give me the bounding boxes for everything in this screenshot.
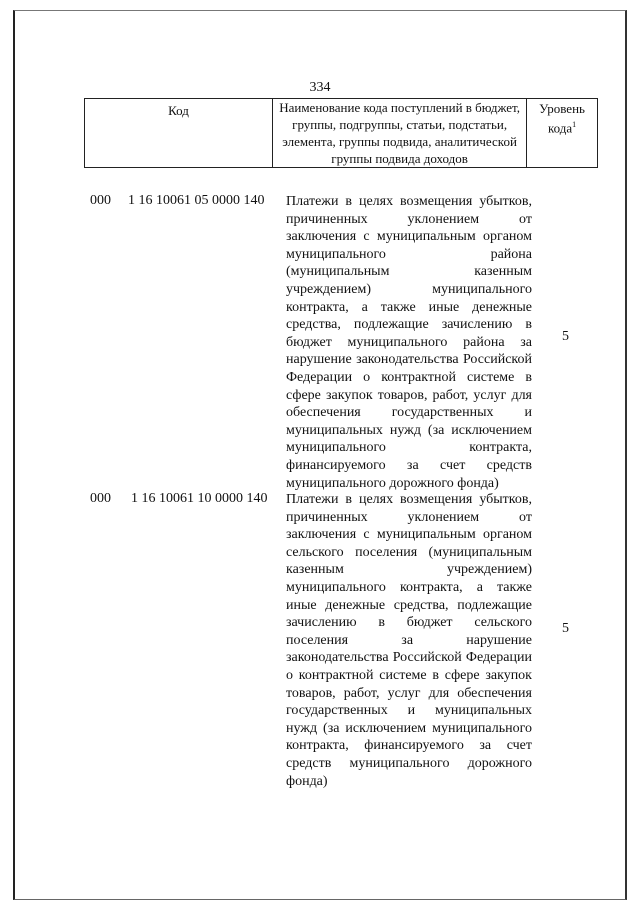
header-level [527, 99, 598, 168]
revenue-code: 1 16 10061 10 0000 140 [131, 491, 268, 506]
header-level-label: Уровень кода [539, 101, 585, 136]
header-name [273, 99, 527, 168]
header-code-label: Код [168, 103, 189, 118]
code-level: 5 [562, 621, 569, 636]
revenue-name-text: Платежи в целях возмещения убытков, причиненных уклонением от заключения с муниципальным органом сельского поселения (муниципальным казенным учреждением) муниципального контракта, а также иные денежные средства, подлежащие зачислению в бюджет сельского поселения за нарушение законодательства Российской Федерации о контрактной системе в сфере закупок товаров, работ, услуг для обеспечения государственных и муниципальных нужд (за исключением муниципального контракта, финансируемого за счет средств муниципального дорожного фонда) [286, 492, 532, 789]
code-level: 5 [562, 329, 569, 344]
revenue-name-text: Платежи в целях возмещения убытков, причиненных уклонением от заключения с муниципальным органом муниципального района (муниципальным казенным учреждением) муниципального контракта, а также иные денежные средства, подлежащие зачислению в бюджет муниципального района за нарушение законодательства Российской Федерации о контрактной системе в сфере закупок товаров, работ, услуг для обеспечения государственных и муниципальных нужд (за исключением муниципального контракта, финансируемого за счет средств муниципального дорожного фонда) [286, 194, 532, 491]
revenue-name [286, 491, 532, 790]
admin-code: 000 [90, 193, 111, 208]
revenue-code: 1 16 10061 05 0000 140 [128, 193, 265, 208]
admin-code: 000 [90, 491, 111, 506]
table-header [84, 98, 598, 168]
page-number: 334 [309, 80, 331, 95]
footnote-marker: 1 [572, 120, 577, 129]
header-code [85, 99, 273, 168]
revenue-name [286, 193, 532, 492]
header-name-label: Наименование кода поступлений в бюджет, группы, подгруппы, статьи, подстатьи, элемента, группы подвида, аналитической группы подвида доходов [279, 100, 520, 166]
